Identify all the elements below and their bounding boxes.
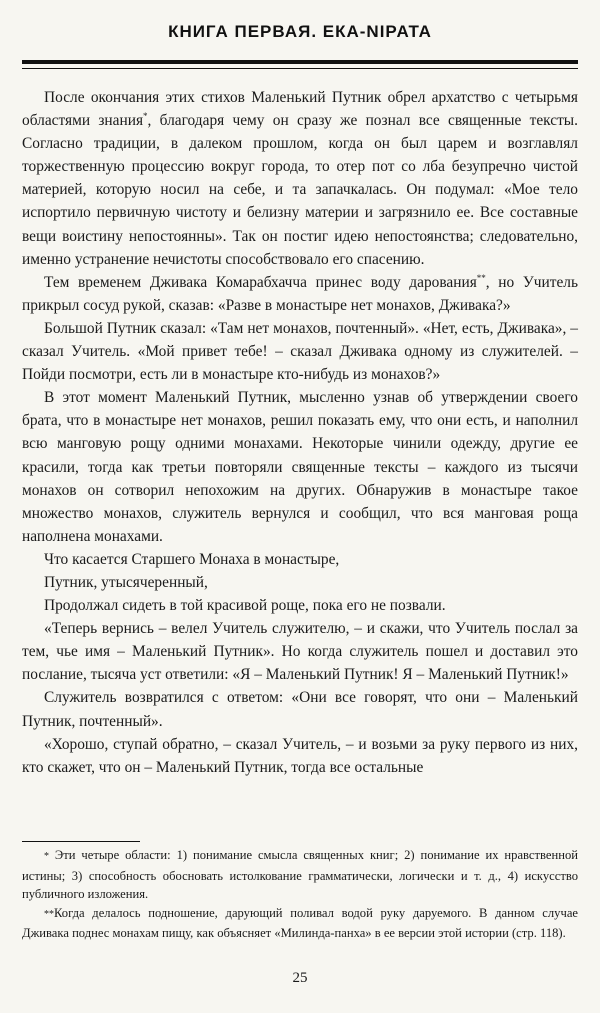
- header-rule-thick: [22, 60, 578, 64]
- paragraph-2: Тем временем Дживака Комарабхачча принес воду дарования**, но Учитель прикрыл сосуд рукой, сказав: «Разве в монастыре нет монахов, Дживака?»: [22, 272, 578, 314]
- verse-line-1: Что касается Старшего Монаха в монастыре,: [44, 550, 340, 568]
- verse-line-3: Продолжал сидеть в той красивой роще, пока его не позвали.: [44, 597, 446, 615]
- footnote-2: **Когда делалось подношение, дарующий поливал водой руку даруемого. В данном случае Дживака поднес монахам пищу, как объясняет «Милинда-панха» в ее версии этой истории (стр. 118).: [22, 905, 578, 940]
- footnote-ref-1: *: [143, 111, 148, 122]
- paragraph-3: Большой Путник сказал: «Там нет монахов, почтенный». «Нет, есть, Дживака», – сказал Учитель. «Мой привет тебе! – сказал Дживака одному из служителей. – Пойди посмотри, есть ли в монастыре кто-нибудь из монахов?»: [22, 319, 578, 384]
- footnote-ref-2: **: [476, 272, 486, 283]
- paragraph-6: Служитель возвратился с ответом: «Они все говорят, что они – Маленький Путник, почтенный».: [22, 689, 578, 730]
- main-text: [22, 86, 578, 779]
- verse-line-2: Путник, утысячеренный,: [44, 573, 208, 591]
- running-header: КНИГА ПЕРВАЯ. ЕКА-NIPATA: [168, 22, 432, 41]
- page-number: 25: [292, 970, 308, 986]
- footnote-rule: [22, 841, 140, 842]
- paragraph-4: В этот момент Маленький Путник, мысленно узнав об утверждении своего брата, что в монастыре нет монахов, решил показать ему, что они есть, и наполнил всю манговую рощу одними монахами. Некоторые чинили одежду, другие ее красили, тогда как третьи повторяли священные тексты – каждого из тысячи монахов он сотворил непохожим на других. Обнаружив в монастыре такое множество монахов, служитель вернулся и сообщил, что вся манговая роща наполнена монахами.: [22, 389, 578, 545]
- header-rule-thin: [22, 68, 578, 69]
- paragraph-7: «Хорошо, ступай обратно, – сказал Учитель, – и возьми за руку первого из них, кто скажет, что он – Маленький Путник, тогда все остальные: [22, 735, 578, 776]
- paragraph-1: После окончания этих стихов Маленький Путник обрел архатство с четырьмя областями знания*, благодаря чему он сразу же познал все священные тексты. Согласно традиции, в далеком прошлом, когда он был царем и возглавлял торжественную процессию вокруг города, то отер пот со лба безупречно чистой материей, которую носил на себе, и та запачкалась. Он подумал: «Мое тело испортило первичную чистоту и белизну материи и загрязнило ее. Все составные вещи воистину непостоянны». Так он постиг идею непостоянства; следовательно, именно устранение нечистоты способствовало его спасению.: [22, 89, 578, 268]
- footnote-1: * Эти четыре области: 1) понимание смысла священных книг; 2) понимание их нравственной истины; 3) способность обосновать истолкование грамматически, логически и т. д., 4) искусство публичного изложения.: [22, 848, 579, 901]
- paragraph-5: «Теперь вернись – велел Учитель служителю, – и скажи, что Учитель послал за тем, чье имя – Маленький Путник». Но когда служитель пошел и доставил это послание, тысяча уст ответили: «Я – Маленький Путник! Я – Маленький Путник!»: [22, 620, 578, 684]
- footnotes: [22, 846, 578, 943]
